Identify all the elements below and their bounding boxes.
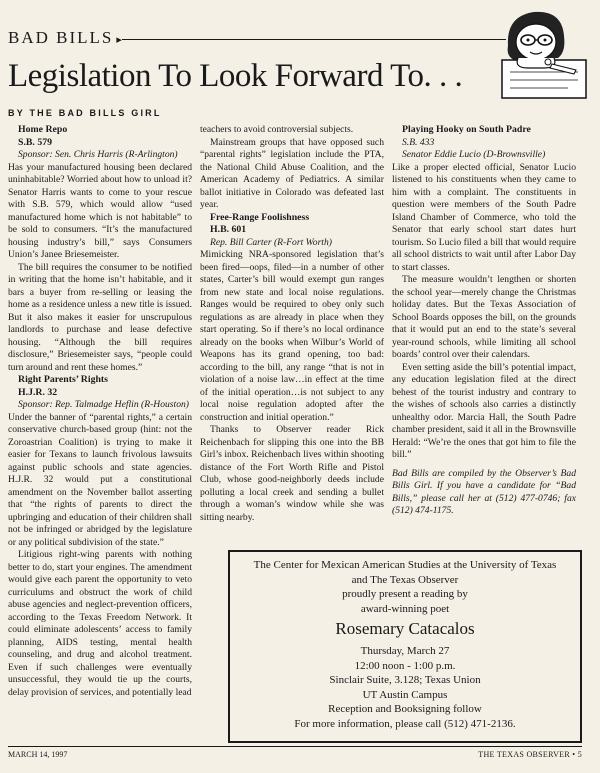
page-number: THE TEXAS OBSERVER • 5 bbox=[478, 750, 582, 759]
paragraph: The bill requires the consumer to be notified in writing that the home isn’t habitable, and it bars a buyer from re-selling or leasing the home as a residence unless a new title is issued. But it also makes it easier for unscrupulous landlords to purchase and lease defective housing. “Although the bill requires disclosure,” Briesemeister says, “people could turn around and rent these homes.” bbox=[8, 261, 192, 373]
ad-present-line: proudly present a reading by bbox=[342, 588, 468, 600]
section-kicker: BAD BILLS ▸ bbox=[8, 28, 124, 47]
article-heading: Right Parents’ Rights bbox=[18, 374, 108, 385]
article-heading: Playing Hooky on South Padre bbox=[402, 124, 531, 135]
paragraph: Mainstream groups that have opposed such “parental rights” legislation include the PTA, the National Child Abuse Coalition, and the American Academy of Pediatrics. A similar ballot initiative in Colorado was defeated last year. bbox=[200, 136, 384, 210]
bill-number: S.B. 433 bbox=[402, 136, 435, 148]
paragraph: Like a proper elected official, Senator Lucio listened to his constituents when they came to him with a complaint. The constituents in question were members of the South Padre Island Chamber of Commerce, who told the Senator that early school start dates hurt tourism. So Lucio filed a bill that would require all school districts to wait until after Labor Day to start classes. bbox=[392, 161, 576, 273]
event-advertisement bbox=[228, 550, 582, 743]
paragraph: Under the banner of “parental rights,” a certain conservative church-based group (hint: not the Zoroastrian Coalition) is trying to make it easier for Texans to launch frivolous lawsuits against public schools and state agencies. H.J.R. 32 would put a constitutional amendment on the November ballot asserting that “the rights of parents to direct the upbringing and education of their children shall not be infringed or abridged by the legislature or any political subdivision of the state.” bbox=[8, 411, 192, 548]
paragraph: Mimicking NRA-sponsored legislation that’s been fired—oops, filed—in a number of other states, Carter’s bill would exempt gun ranges from new state and local noise regulations. Ranges would be required to obey only such regulations as are already in place when they start operating. So if there’s no local ordinance already on the books when Wilbur’s World of Weapons has its grand opening, too bad: according to the bill, any range “that is not in violation of a noise law…in effect at the time of the initial operation…is not subject to any local noise regulation adopted after the construction and initial operation.” bbox=[200, 249, 384, 423]
ad-presenter: The Center for Mexican American Studies at the University of Texas bbox=[253, 559, 557, 571]
paragraph: Has your manufactured housing been declared uninhabitable? Worried about how to unload it? Senator Harris wants to come to your rescue with S.B. 579, which would allow “used manufactured home which is not habitable” to be sold to consumers. “It’s the manufactured housing industry’s bill,” says Consumers Union’s Janee Briesemeister. bbox=[8, 161, 192, 260]
ad-campus: UT Austin Campus bbox=[362, 688, 448, 701]
column-1 bbox=[8, 124, 192, 699]
sponsor-line: Sponsor: Sen. Chris Harris (R-Arlington) bbox=[18, 149, 178, 160]
paragraph: Thanks to Observer reader Rick Reichenbach for slipping this one into the BB Girl’s inbox. Reichenbach lives within shooting distance of the Fort Worth Rifle and Pistol Club, whose good-neighborly deeds include polluting a local creek and sending a bullet through a woman’s window while she was sitting nearby. bbox=[200, 424, 384, 523]
bill-number: H.J.R. 32 bbox=[18, 386, 58, 398]
article-heading: Home Repo bbox=[18, 124, 68, 135]
article-heading: Free-Range Foolishness bbox=[210, 211, 310, 223]
ad-time: 12:00 noon - 1:00 p.m. bbox=[354, 659, 456, 672]
sponsor-line: Sponsor: Rep. Talmadge Heflin (R-Houston) bbox=[18, 399, 189, 410]
page-title: Legislation To Look Forward To. . . bbox=[8, 58, 463, 94]
ad-date: Thursday, March 27 bbox=[360, 645, 450, 657]
bad-bills-girl-illustration bbox=[488, 2, 592, 106]
ad-poet-name: Rosemary Catacalos bbox=[335, 619, 475, 638]
bill-number: H.B. 601 bbox=[210, 224, 247, 235]
column-2 bbox=[200, 124, 384, 524]
kicker-rule bbox=[122, 39, 506, 40]
paragraph: teachers to avoid controversial subjects. bbox=[200, 124, 354, 135]
contact-note: Bad Bills are compiled by the Observer’s Bad Bills Girl. If you have a candidate for “Bad Bills,” please call her at (512) 477-0746; fax (512) 474-1175. bbox=[392, 467, 576, 516]
paragraph: The measure wouldn’t lengthen or shorten the school year—merely change the Christmas holiday dates. But the Texas Association of School Boards opposes the bill, on the grounds that it would put an end to the state’s several year-round schools, while limiting all school boards’ control over their calendars. bbox=[392, 274, 576, 360]
sponsor-line: Senator Eddie Lucio (D-Brownsville) bbox=[402, 149, 546, 160]
ad-info: For more information, please call (512) 471-2136. bbox=[294, 717, 516, 730]
column-3 bbox=[392, 124, 576, 518]
arrow-icon: ▸ bbox=[116, 34, 124, 46]
byline: BY THE BAD BILLS GIRL bbox=[8, 108, 162, 118]
ad-copresenter: and The Texas Observer bbox=[351, 573, 459, 586]
page-footer bbox=[8, 746, 582, 761]
sponsor-line: Rep. Bill Carter (R-Fort Worth) bbox=[210, 236, 332, 248]
bill-number: S.B. 579 bbox=[18, 136, 53, 148]
ad-reception: Reception and Booksigning follow bbox=[328, 703, 482, 715]
paragraph: Litigious right-wing parents with nothing better to do, start your engines. The amendment would give each parent the opportunity to veto curriculums and obstruct the work of child abuse agencies and neglect-prevention officers, according to the Texas Freedom Network. It could eliminate adolescents’ access to family planning, AIDS testing, mental health counseling, and drug and alcohol treatment. Even if such challenges were eventually unsuccessful, they would tie up the courts, delay provision of services, and potentially lead bbox=[8, 549, 192, 698]
issue-date: MARCH 14, 1997 bbox=[8, 750, 68, 759]
ad-place: Sinclair Suite, 3.128; Texas Union bbox=[329, 674, 481, 686]
paragraph: Even setting aside the bill’s potential impact, any education legislation filed at the direct behest of the tourist industry and contrary to the wishes of schools also carries a distinctly unhealthy odor. Marcia Hall, the South Padre chamber president, said it all in the Brownsville Herald: “We’re the ones that got him to file the bill.” bbox=[392, 361, 576, 460]
ad-poet-descriptor: award-winning poet bbox=[360, 602, 450, 615]
